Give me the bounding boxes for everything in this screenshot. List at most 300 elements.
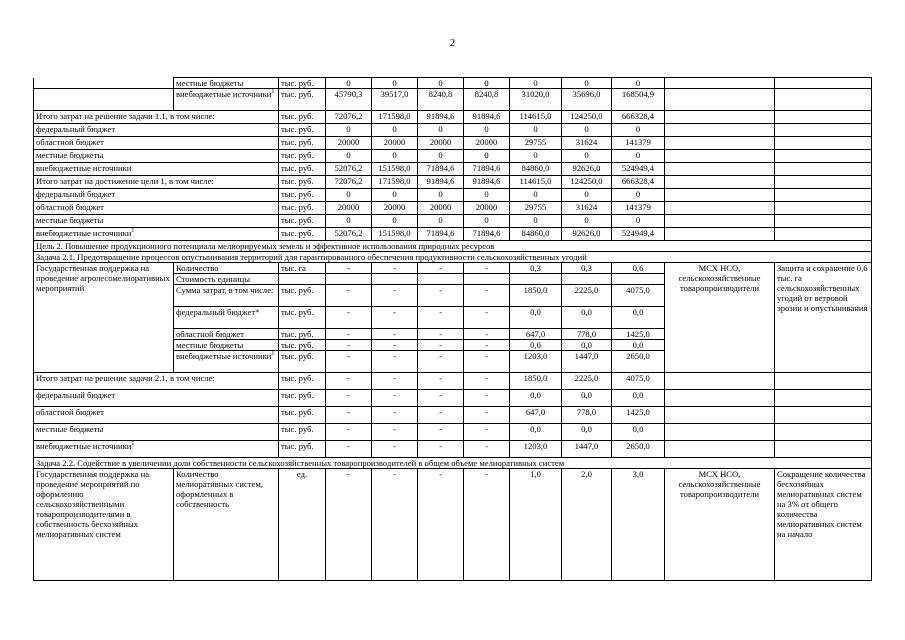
- value-cell: 0: [464, 78, 510, 89]
- value-cell: 0: [326, 124, 372, 137]
- value-cell: 0: [372, 215, 418, 228]
- table-row: [34, 424, 872, 441]
- executor-cell: [665, 111, 775, 124]
- value-cell: -: [464, 329, 510, 340]
- measure-name-cell: Государственная поддержка на проведение мероприятий по оформлению сельскохозяйственными товаропроизводителями в собственность бесхозяйных мелиоративных систем: [34, 469, 174, 581]
- value-cell: -: [372, 373, 418, 390]
- table-row: [34, 89, 872, 111]
- value-cell: 0: [418, 215, 464, 228]
- value-cell: 92626,0: [562, 228, 612, 241]
- value-cell: [612, 274, 665, 285]
- sub-label-cell: [174, 285, 279, 307]
- value-cell: 0,0: [562, 390, 612, 407]
- value-cell: 31624: [562, 137, 612, 150]
- value-cell: 647,0: [510, 329, 562, 340]
- value-cell: -: [326, 285, 372, 307]
- unit-cell: тыс. руб.: [279, 150, 326, 163]
- value-cell: -: [326, 469, 372, 581]
- value-cell: -: [372, 351, 418, 373]
- value-cell: 0: [562, 124, 612, 137]
- value-cell: 91894,6: [464, 176, 510, 189]
- sub-label: федеральный бюджет*: [176, 307, 260, 317]
- executor-cell: [665, 390, 775, 407]
- total-label: федеральный бюджет: [36, 189, 116, 199]
- sub-label: областной бюджет: [176, 329, 244, 339]
- value-cell: 0: [612, 150, 665, 163]
- footnote-mark: 1: [131, 228, 135, 235]
- value-cell: 20000: [464, 137, 510, 150]
- value-cell: 2650,0: [612, 351, 665, 373]
- executor-cell: [665, 137, 775, 150]
- value-cell: 31624: [562, 202, 612, 215]
- total-label: внебюджетные источники: [36, 228, 132, 238]
- value-cell: 0: [372, 189, 418, 202]
- value-cell: -: [372, 469, 418, 581]
- total-label: Итого затрат на решение задачи 1.1, в том числе:: [36, 111, 215, 121]
- unit-cell: тыс. руб.: [279, 124, 326, 137]
- value-cell: 0,0: [510, 424, 562, 441]
- total-label: федеральный бюджет: [36, 390, 116, 400]
- table-row: [34, 137, 872, 150]
- value-cell: -: [464, 373, 510, 390]
- value-cell: -: [372, 407, 418, 424]
- value-cell: -: [326, 424, 372, 441]
- total-label-cell: [34, 163, 279, 176]
- value-cell: -: [464, 351, 510, 373]
- table-row: [34, 111, 872, 124]
- value-cell: 29755: [510, 202, 562, 215]
- value-cell: 0: [326, 215, 372, 228]
- table-row: [34, 373, 872, 390]
- table-row: [34, 228, 872, 241]
- total-label: областной бюджет: [36, 137, 104, 147]
- value-cell: 114615,0: [510, 111, 562, 124]
- value-cell: -: [326, 390, 372, 407]
- value-cell: 0,0: [562, 340, 612, 351]
- value-cell: 3,0: [612, 469, 665, 581]
- value-cell: 0: [562, 78, 612, 89]
- result-cell: [775, 111, 872, 124]
- sub-label: Количество: [176, 263, 219, 273]
- value-cell: 0: [326, 78, 372, 89]
- unit-cell: тыс. руб.: [279, 285, 326, 307]
- page-number: 2: [450, 38, 455, 49]
- value-cell: -: [418, 307, 464, 329]
- executor-cell: [665, 228, 775, 241]
- value-cell: 0: [326, 189, 372, 202]
- total-label: областной бюджет: [36, 202, 104, 212]
- unit-cell: тыс. руб.: [279, 137, 326, 150]
- value-cell: 114615,0: [510, 176, 562, 189]
- unit-cell: тыс. руб.: [279, 441, 326, 458]
- value-cell: 0: [418, 78, 464, 89]
- value-cell: 71894,6: [464, 163, 510, 176]
- table-row: [34, 407, 872, 424]
- result-cell: [775, 373, 872, 390]
- value-cell: [372, 274, 418, 285]
- value-cell: -: [372, 441, 418, 458]
- table-row: [34, 124, 872, 137]
- value-cell: 0,0: [510, 307, 562, 329]
- executor-cell: [665, 124, 775, 137]
- unit-cell: тыс. руб.: [279, 215, 326, 228]
- value-cell: 666328,4: [612, 111, 665, 124]
- value-cell: -: [418, 340, 464, 351]
- footnote-mark: 1: [271, 89, 275, 96]
- value-cell: 0: [612, 189, 665, 202]
- value-cell: -: [464, 285, 510, 307]
- total-label: Итого затрат на решение задачи 2.1, в том числе:: [36, 373, 215, 383]
- value-cell: 0: [372, 150, 418, 163]
- unit-cell: тыс. руб.: [279, 329, 326, 340]
- table-row: [34, 176, 872, 189]
- unit-cell: тыс. руб.: [279, 424, 326, 441]
- value-cell: -: [326, 351, 372, 373]
- table-row: [34, 150, 872, 163]
- value-cell: 1447,0: [562, 351, 612, 373]
- value-cell: 0: [612, 124, 665, 137]
- result-cell: [775, 228, 872, 241]
- table-row: [34, 252, 872, 263]
- value-cell: 71894,6: [418, 228, 464, 241]
- total-label-cell: [34, 228, 279, 241]
- value-cell: 151598,0: [372, 228, 418, 241]
- unit-cell: тыс. руб.: [279, 373, 326, 390]
- value-cell: 524949,4: [612, 228, 665, 241]
- value-cell: 2225,0: [562, 373, 612, 390]
- value-cell: 71894,6: [464, 228, 510, 241]
- table-row: [34, 390, 872, 407]
- value-cell: 1425,0: [612, 329, 665, 340]
- value-cell: 0,0: [612, 340, 665, 351]
- value-cell: 0: [510, 215, 562, 228]
- value-cell: -: [464, 441, 510, 458]
- value-cell: 778,0: [562, 329, 612, 340]
- value-cell: 0: [464, 124, 510, 137]
- value-cell: 20000: [464, 202, 510, 215]
- result-cell: [775, 441, 872, 458]
- executor-cell: [665, 150, 775, 163]
- value-cell: -: [464, 340, 510, 351]
- value-cell: 0: [372, 78, 418, 89]
- value-cell: -: [418, 351, 464, 373]
- value-cell: -: [326, 441, 372, 458]
- total-label-cell: [34, 424, 279, 441]
- value-cell: 168504,9: [612, 89, 665, 111]
- value-cell: -: [464, 424, 510, 441]
- total-label: местные бюджеты: [36, 424, 104, 434]
- value-cell: 0,6: [612, 263, 665, 274]
- value-cell: -: [326, 373, 372, 390]
- result-cell: [775, 176, 872, 189]
- table-row: [34, 441, 872, 458]
- value-cell: -: [418, 373, 464, 390]
- value-cell: -: [326, 263, 372, 274]
- total-label-cell: [34, 215, 279, 228]
- goal-2-heading: Цель 2. Повышение продукционного потенциала мелиорируемых земель и эффективное использования природных ресурсов: [34, 241, 872, 252]
- unit-cell: тыс. руб.: [279, 78, 326, 89]
- value-cell: 0: [612, 215, 665, 228]
- value-cell: 29755: [510, 137, 562, 150]
- value-cell: 84860,0: [510, 228, 562, 241]
- value-cell: 8240,8: [464, 89, 510, 111]
- executor-cell: [665, 441, 775, 458]
- value-cell: 0,0: [612, 307, 665, 329]
- unit-cell: тыс. руб.: [279, 307, 326, 329]
- unit-cell: тыс. руб.: [279, 390, 326, 407]
- total-label-cell: [34, 390, 279, 407]
- value-cell: 1425,0: [612, 407, 665, 424]
- sub-label: местные бюджеты: [176, 78, 244, 88]
- value-cell: -: [326, 407, 372, 424]
- total-label-cell: [34, 137, 279, 150]
- value-cell: 0,0: [612, 390, 665, 407]
- table-row: [34, 215, 872, 228]
- result-cell: [775, 78, 872, 89]
- value-cell: 1447,0: [562, 441, 612, 458]
- value-cell: 141379: [612, 202, 665, 215]
- sub-label-cell: [174, 274, 279, 285]
- task-2-1-heading: Задача 2.1. Предотвращение процессов опустынивания территорий для гарантированного обеспечения продуктивности сельскохозяйственных угодий: [34, 252, 872, 263]
- value-cell: -: [372, 285, 418, 307]
- value-cell: 72076,2: [326, 111, 372, 124]
- value-cell: 0: [464, 215, 510, 228]
- program-table: [33, 77, 872, 581]
- sub-label-cell: [174, 78, 279, 89]
- value-cell: 524949,4: [612, 163, 665, 176]
- value-cell: 666328,4: [612, 176, 665, 189]
- value-cell: -: [418, 469, 464, 581]
- value-cell: -: [464, 307, 510, 329]
- value-cell: -: [418, 285, 464, 307]
- result-cell: [775, 137, 872, 150]
- total-label-cell: [34, 441, 279, 458]
- value-cell: 20000: [372, 137, 418, 150]
- value-cell: 0,3: [510, 263, 562, 274]
- total-label-cell: [34, 373, 279, 390]
- value-cell: 52076,2: [326, 163, 372, 176]
- value-cell: [326, 274, 372, 285]
- value-cell: 1850,0: [510, 285, 562, 307]
- value-cell: 124250,0: [562, 176, 612, 189]
- value-cell: 45790,3: [326, 89, 372, 111]
- unit-cell: тыс. руб.: [279, 228, 326, 241]
- executor-cell: [665, 189, 775, 202]
- table-row: [34, 202, 872, 215]
- result-cell: Защита и сохранение 0,6 тыс. га сельскохозяйственных угодий от ветровой эрозии и опустынивания: [775, 263, 872, 373]
- total-label: федеральный бюджет: [36, 124, 116, 134]
- result-cell: Сокращение количества бесхозяйных мелиоративных систем на 3% от общего количества мелиоративных систем на начало: [775, 469, 872, 581]
- sub-label-cell: [174, 329, 279, 340]
- total-label-cell: [34, 407, 279, 424]
- value-cell: 0: [562, 150, 612, 163]
- sub-label-cell: [174, 340, 279, 351]
- executor-cell: [665, 424, 775, 441]
- value-cell: 0: [418, 124, 464, 137]
- table-row: [34, 241, 872, 252]
- executor-cell: [665, 407, 775, 424]
- table-row: [34, 469, 872, 581]
- unit-cell: тыс. руб.: [279, 111, 326, 124]
- sub-label-cell: [174, 263, 279, 274]
- value-cell: 35696,0: [562, 89, 612, 111]
- total-label: областной бюджет: [36, 407, 104, 417]
- value-cell: 0: [510, 189, 562, 202]
- unit-cell: ед.: [279, 469, 326, 581]
- result-cell: [775, 215, 872, 228]
- value-cell: 71894,6: [418, 163, 464, 176]
- value-cell: 20000: [326, 137, 372, 150]
- result-cell: [775, 407, 872, 424]
- value-cell: 2225,0: [562, 285, 612, 307]
- value-cell: 0,0: [510, 390, 562, 407]
- value-cell: 8240,8: [418, 89, 464, 111]
- sub-label: Стоимость единицы: [176, 274, 250, 284]
- footnote-mark: 1: [271, 351, 275, 358]
- value-cell: 171598,0: [372, 111, 418, 124]
- value-cell: 52076,2: [326, 228, 372, 241]
- unit-cell: тыс. руб.: [279, 340, 326, 351]
- result-cell: [775, 390, 872, 407]
- value-cell: 20000: [372, 202, 418, 215]
- value-cell: [510, 274, 562, 285]
- value-cell: -: [464, 263, 510, 274]
- value-cell: 72076,2: [326, 176, 372, 189]
- unit-cell: тыс. руб.: [279, 189, 326, 202]
- value-cell: 39517,0: [372, 89, 418, 111]
- value-cell: -: [326, 329, 372, 340]
- sub-label-cell: Количество мелиоративных систем, оформленных в собственность: [174, 469, 279, 581]
- result-cell: [775, 202, 872, 215]
- total-label: Итого затрат на достижение цели 1, в том числе:: [36, 176, 214, 186]
- value-cell: 0,0: [510, 340, 562, 351]
- value-cell: -: [418, 263, 464, 274]
- value-cell: -: [418, 441, 464, 458]
- value-cell: 91894,6: [418, 111, 464, 124]
- value-cell: 0: [326, 150, 372, 163]
- value-cell: 4075,0: [612, 373, 665, 390]
- table-row: [34, 78, 872, 89]
- value-cell: 31020,0: [510, 89, 562, 111]
- value-cell: 171598,0: [372, 176, 418, 189]
- value-cell: -: [464, 390, 510, 407]
- value-cell: 20000: [418, 202, 464, 215]
- unit-cell: [279, 274, 326, 285]
- value-cell: 2650,0: [612, 441, 665, 458]
- value-cell: -: [418, 329, 464, 340]
- value-cell: 92626,0: [562, 163, 612, 176]
- value-cell: 0: [510, 78, 562, 89]
- unit-cell: тыс. руб.: [279, 176, 326, 189]
- total-label-cell: [34, 202, 279, 215]
- value-cell: -: [372, 329, 418, 340]
- value-cell: 0: [562, 215, 612, 228]
- total-label: внебюджетные источники: [36, 163, 132, 173]
- unit-cell: тыс. руб.: [279, 89, 326, 111]
- value-cell: 124250,0: [562, 111, 612, 124]
- value-cell: 2,0: [562, 469, 612, 581]
- value-cell: 647,0: [510, 407, 562, 424]
- result-cell: [775, 150, 872, 163]
- footnote-mark: 1: [131, 441, 135, 448]
- sub-label: внебюджетные источники: [176, 351, 272, 361]
- unit-cell: тыс. га: [279, 263, 326, 274]
- value-cell: 0: [562, 189, 612, 202]
- result-cell: [775, 424, 872, 441]
- value-cell: 84860,0: [510, 163, 562, 176]
- result-cell: [775, 124, 872, 137]
- sub-label: внебюджетные источники: [176, 89, 272, 99]
- task-2-2-heading: Задача 2.2. Содействие в увеличении доли собственности сельскохозяйственных товаропроизводителей в общем объеме мелиоративных систем: [34, 458, 872, 469]
- value-cell: 1850,0: [510, 373, 562, 390]
- value-cell: 778,0: [562, 407, 612, 424]
- value-cell: 141379: [612, 137, 665, 150]
- result-cell: [775, 189, 872, 202]
- executor-cell: [665, 176, 775, 189]
- value-cell: -: [464, 407, 510, 424]
- value-cell: [464, 274, 510, 285]
- value-cell: [562, 274, 612, 285]
- value-cell: 1,0: [510, 469, 562, 581]
- unit-cell: тыс. руб.: [279, 202, 326, 215]
- value-cell: 20000: [326, 202, 372, 215]
- executor-cell: МСХ НСО, сельскохозяйственные товаропроизводители: [665, 263, 775, 373]
- unit-cell: тыс. руб.: [279, 163, 326, 176]
- executor-cell: [665, 215, 775, 228]
- value-cell: 0: [418, 189, 464, 202]
- table-row: [34, 458, 872, 469]
- value-cell: -: [326, 307, 372, 329]
- value-cell: -: [372, 307, 418, 329]
- result-cell: [775, 89, 872, 111]
- value-cell: -: [372, 263, 418, 274]
- total-label: внебюджетные источники: [36, 441, 132, 451]
- value-cell: -: [464, 469, 510, 581]
- table-row: [34, 263, 872, 274]
- value-cell: 0: [612, 78, 665, 89]
- table-row: [34, 189, 872, 202]
- sub-label: местные бюджеты: [176, 340, 244, 350]
- total-label: местные бюджеты: [36, 215, 104, 225]
- value-cell: 0: [510, 150, 562, 163]
- measure-name-cell: [34, 78, 174, 89]
- value-cell: -: [372, 390, 418, 407]
- value-cell: -: [372, 424, 418, 441]
- sub-label: Сумма затрат, в том числе:: [176, 285, 274, 295]
- value-cell: 0,0: [562, 307, 612, 329]
- unit-cell: тыс. руб.: [279, 407, 326, 424]
- executor-cell: [665, 202, 775, 215]
- total-label-cell: [34, 189, 279, 202]
- value-cell: -: [418, 390, 464, 407]
- value-cell: 0,0: [562, 424, 612, 441]
- value-cell: -: [418, 407, 464, 424]
- value-cell: -: [372, 340, 418, 351]
- table-row: [34, 163, 872, 176]
- total-label-cell: [34, 150, 279, 163]
- sub-label-cell: [174, 89, 279, 111]
- value-cell: 0,0: [612, 424, 665, 441]
- measure-name-cell: [34, 89, 174, 111]
- value-cell: 0: [464, 150, 510, 163]
- executor-cell: [665, 163, 775, 176]
- measure-name-cell: Государственная поддержка на проведение агролесомелиоративных мероприятий: [34, 263, 174, 373]
- value-cell: [418, 274, 464, 285]
- total-label-cell: [34, 176, 279, 189]
- sub-label-cell: [174, 307, 279, 329]
- value-cell: 1203,0: [510, 351, 562, 373]
- unit-cell: тыс. руб.: [279, 351, 326, 373]
